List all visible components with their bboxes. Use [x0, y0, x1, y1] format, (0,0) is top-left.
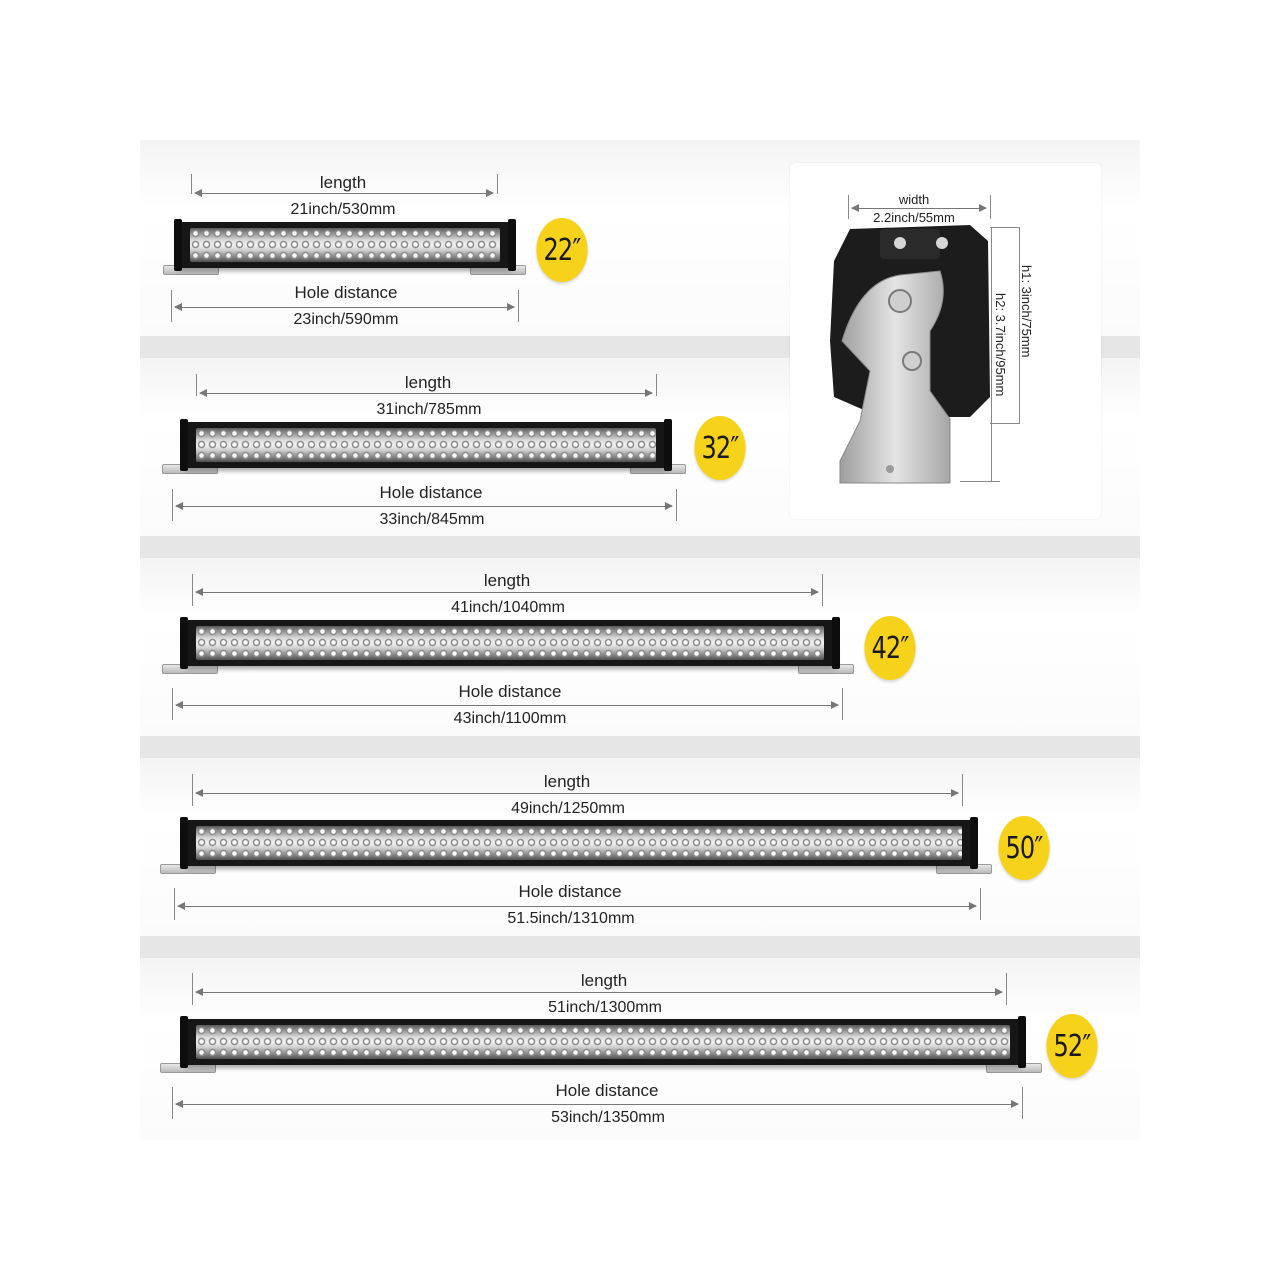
width-value: 2.2inch/55mm — [873, 210, 955, 225]
length-arrow — [196, 992, 1002, 993]
dimension-tick — [1006, 973, 1007, 1005]
dimension-tick — [676, 489, 677, 521]
dimension-tick — [172, 1087, 173, 1119]
led-array — [196, 826, 962, 860]
dimension-tick — [822, 574, 823, 606]
dimension-tick — [191, 174, 192, 194]
size-badge: 32″ — [694, 416, 745, 480]
length-label: length — [319, 173, 367, 192]
hole-distance-label: Hole distance — [555, 1081, 659, 1100]
length-label: length — [483, 571, 531, 590]
end-cap — [970, 817, 978, 869]
length-arrow — [195, 193, 493, 194]
hole-distance-value: 53inch/1350mm — [551, 1109, 665, 1126]
length-arrow — [196, 592, 818, 593]
dimension-tick — [990, 423, 1020, 424]
end-cap — [1018, 1016, 1026, 1068]
dimension-tick — [192, 774, 193, 806]
h2-dimension-line — [991, 227, 992, 481]
led-array — [190, 228, 500, 262]
led-light-bar — [184, 620, 836, 666]
dimension-tick — [192, 973, 193, 1005]
dimension-tick — [171, 290, 172, 322]
length-value: 21inch/530mm — [290, 201, 396, 218]
length-value: 31inch/785mm — [376, 401, 482, 418]
lock-bolt — [903, 352, 921, 370]
dimension-tick — [174, 888, 175, 920]
end-cap — [664, 419, 672, 471]
dimension-tick — [842, 688, 843, 720]
led-light-bar — [184, 1019, 1022, 1065]
dimension-tick — [192, 574, 193, 606]
lightbar-row-42 — [140, 558, 1140, 736]
hole-distance-label: Hole distance — [294, 283, 398, 302]
pivot-bolt — [889, 290, 911, 312]
size-badge: 52″ — [1046, 1014, 1097, 1078]
h1-value: h1: 3inch/75mm — [1019, 265, 1034, 358]
dimension-tick — [196, 374, 197, 396]
led-lens — [936, 237, 948, 249]
end-cap — [508, 219, 516, 271]
lightbar-row-52 — [140, 958, 1140, 1140]
end-cap — [174, 219, 182, 271]
width-label: width — [898, 192, 930, 207]
led-lens — [894, 237, 906, 249]
row-separator — [140, 736, 1140, 758]
row-separator — [140, 936, 1140, 958]
size-badge: 22″ — [536, 218, 587, 282]
dimension-tick — [518, 290, 519, 322]
dimension-tick — [1022, 1087, 1023, 1119]
length-label: length — [404, 373, 452, 392]
led-light-bar — [184, 422, 668, 468]
dimension-tick — [960, 481, 1000, 482]
row-separator — [140, 536, 1140, 558]
spec-panel — [140, 140, 1140, 1140]
led-array — [196, 428, 656, 462]
end-cap — [180, 817, 188, 869]
end-cap — [180, 419, 188, 471]
led-array — [196, 1025, 1010, 1059]
length-value: 49inch/1250mm — [511, 800, 625, 817]
dimension-tick — [980, 888, 981, 920]
dimension-tick — [656, 374, 657, 396]
length-value: 51inch/1300mm — [548, 999, 662, 1016]
length-arrow — [196, 793, 958, 794]
mount-hole — [886, 465, 894, 473]
hole-distance-arrow — [176, 506, 672, 507]
led-light-bar — [178, 222, 512, 268]
hole-distance-value: 43inch/1100mm — [453, 710, 567, 727]
dimension-tick — [962, 774, 963, 806]
dimension-tick — [172, 688, 173, 720]
hole-distance-arrow — [176, 705, 838, 706]
width-arrow — [852, 208, 986, 209]
dimension-tick — [497, 174, 498, 194]
size-badge: 50″ — [998, 816, 1049, 880]
h2-value: h2: 3.7inch/95mm — [993, 293, 1008, 397]
length-value: 41inch/1040mm — [451, 599, 565, 616]
hole-distance-label: Hole distance — [379, 483, 483, 502]
led-array — [196, 626, 824, 660]
lightbar-row-50 — [140, 758, 1140, 936]
hole-distance-value: 23inch/590mm — [293, 311, 399, 328]
dimension-tick — [990, 195, 991, 219]
end-cap — [180, 1016, 188, 1068]
hole-distance-arrow — [175, 307, 514, 308]
dimension-tick — [172, 489, 173, 521]
housing-top — [880, 229, 940, 259]
hole-distance-value: 51.5inch/1310mm — [507, 910, 635, 927]
dimension-tick — [848, 195, 849, 219]
size-badge: 42″ — [864, 616, 915, 680]
hole-distance-label: Hole distance — [458, 682, 562, 701]
length-arrow — [200, 393, 652, 394]
hole-distance-arrow — [176, 1104, 1018, 1105]
end-cap — [180, 617, 188, 669]
hole-distance-label: Hole distance — [518, 882, 622, 901]
length-label: length — [580, 971, 628, 990]
hole-distance-value: 33inch/845mm — [379, 511, 485, 528]
led-light-bar — [184, 820, 974, 866]
length-label: length — [543, 772, 591, 791]
side-profile-detail — [790, 163, 1101, 519]
hole-distance-arrow — [178, 906, 976, 907]
end-cap — [832, 617, 840, 669]
dimension-tick — [990, 227, 1020, 228]
